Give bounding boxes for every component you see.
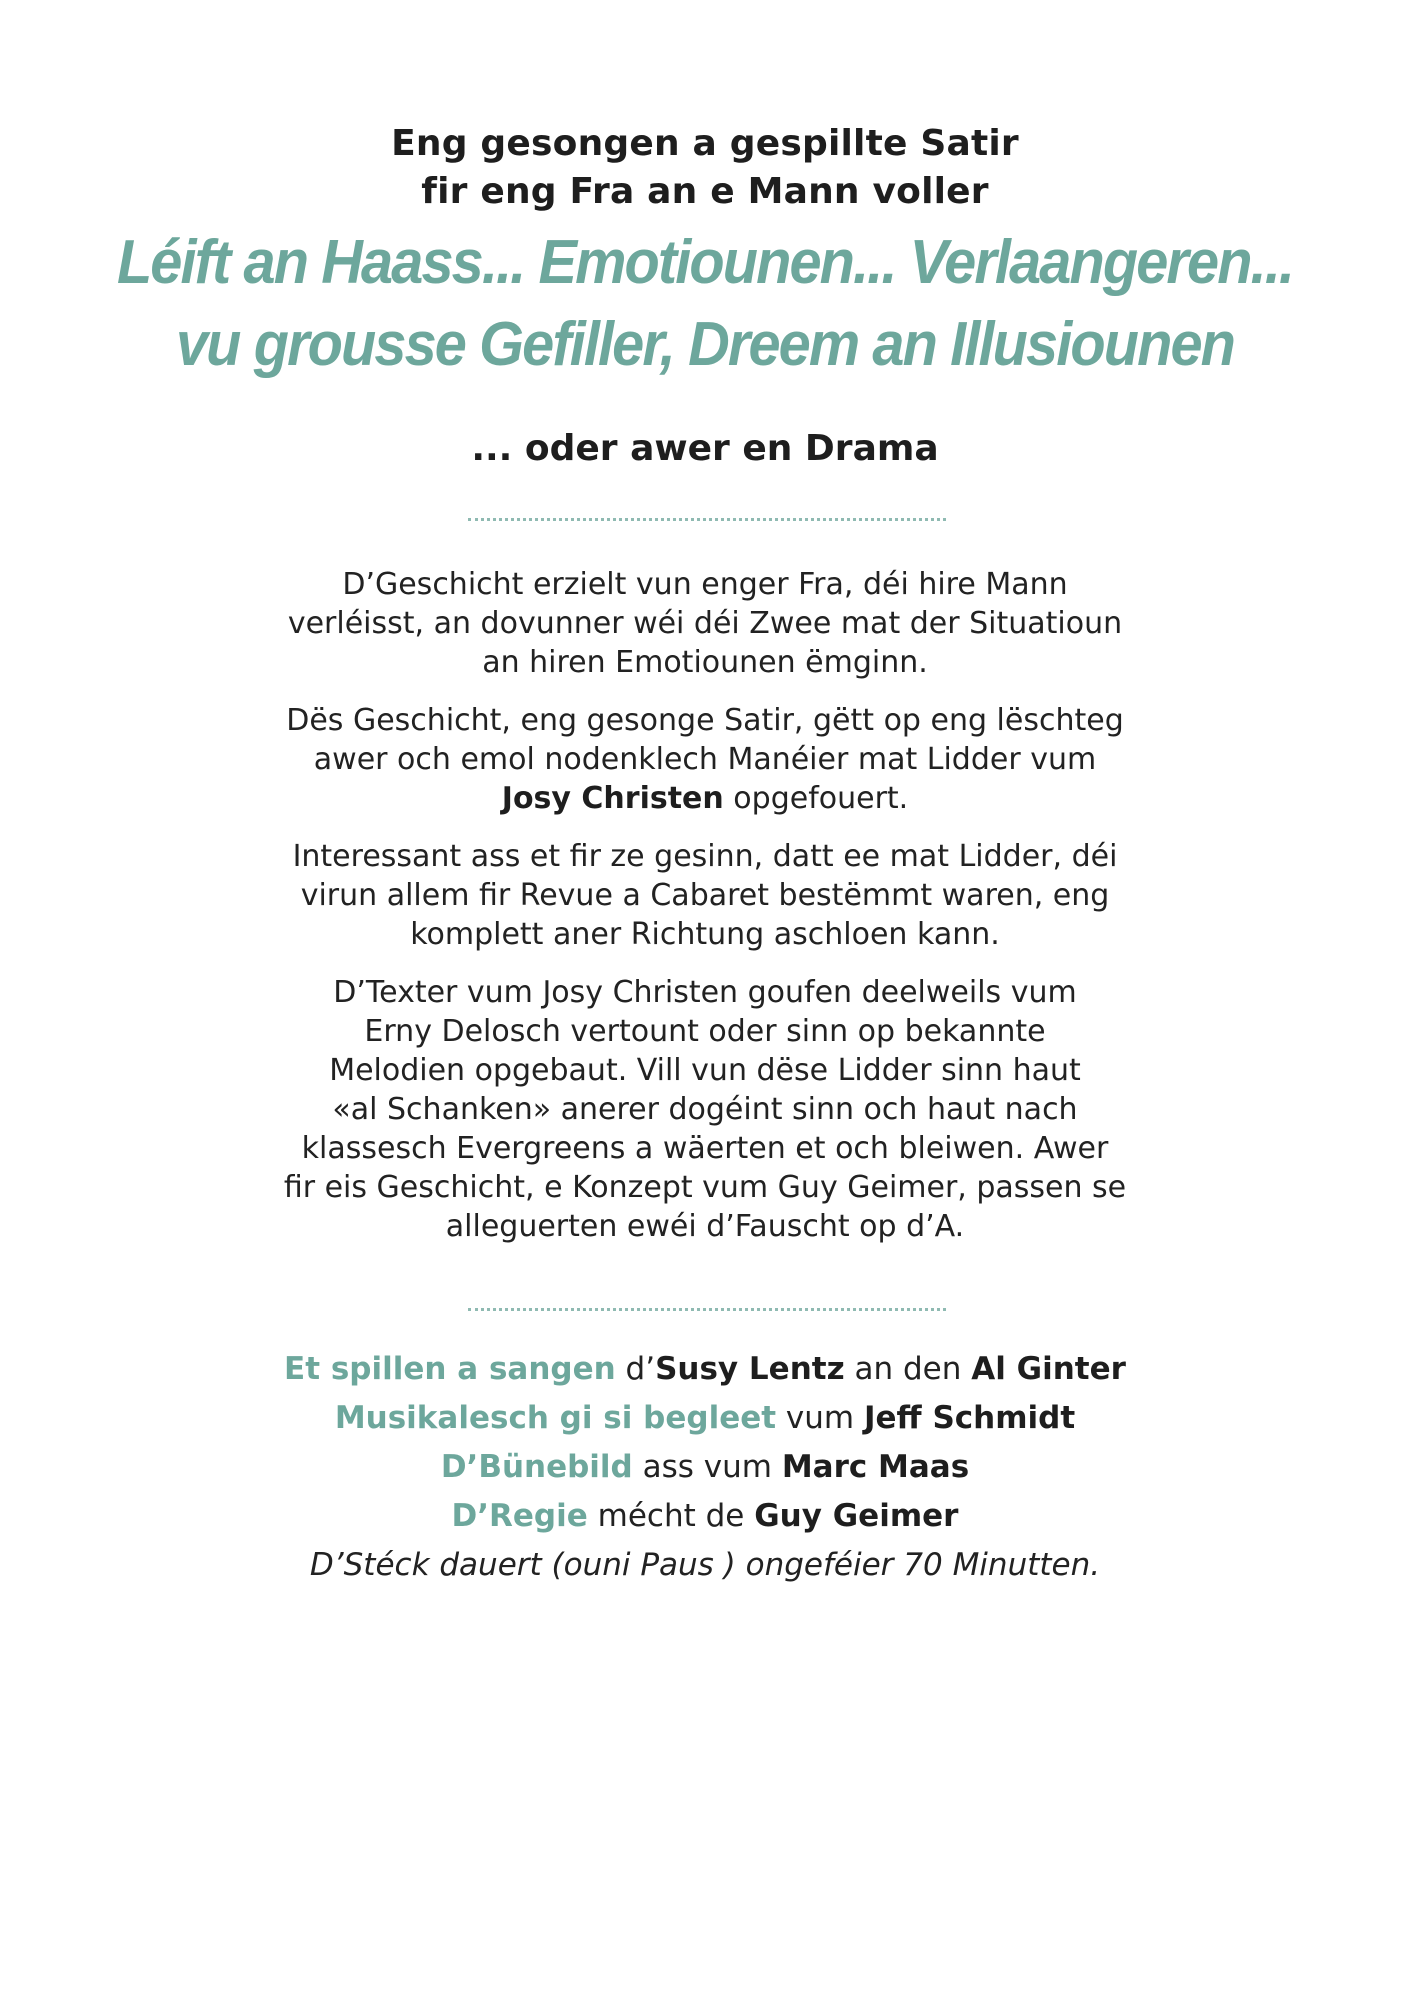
text-line: D’Geschicht erzielt vun enger Fra, déi hire Mann [342, 567, 1068, 602]
credits [0, 1345, 1410, 1590]
text-line: klassesch Evergreens a wäerten et och bleiwen. Awer [301, 1131, 1109, 1166]
credit-role: Musikalesch gi si begleet [334, 1400, 777, 1436]
credit-text: d’ [615, 1351, 656, 1387]
credit-name: Marc Maas [781, 1449, 970, 1485]
credit-role: D’Regie [451, 1498, 588, 1534]
text-line: Melodien opgebaut. Vill vun dëse Lidder sinn haut [329, 1053, 1081, 1088]
text-line: awer och emol nodenklech Manéier mat Lidder vum [313, 742, 1097, 777]
tagline: ... oder awer en Drama [471, 428, 939, 469]
credit-line [0, 1345, 1410, 1394]
credit-role: D’Bünebild [440, 1449, 633, 1485]
credit-name: Jeff Schmidt [863, 1400, 1076, 1436]
text-line: verléisst, an dovunner wéi déi Zwee mat der Situatioun [287, 606, 1123, 641]
story-text [240, 565, 1170, 1265]
subtitle [0, 120, 1410, 216]
headline-line: vu grousse Gefiller, Dreem an Illusiounen [175, 310, 1235, 379]
credit-text: mécht de [587, 1498, 755, 1534]
dotted-divider [468, 1308, 946, 1311]
credit-name: Al Ginter [971, 1351, 1126, 1387]
credit-line [0, 1492, 1410, 1541]
credit-name: Guy Geimer [754, 1498, 959, 1534]
story-paragraph [240, 837, 1170, 954]
text-line: virun allem fir Revue a Cabaret bestëmmt waren, eng [300, 878, 1110, 913]
credit-text: vum [776, 1400, 864, 1436]
text-line: Dës Geschicht, eng gesonge Satir, gëtt op eng lëschteg [286, 703, 1124, 738]
text-line: «al Schanken» anerer dogéint sinn och haut nach [332, 1092, 1078, 1127]
author-name: Josy Christen [501, 781, 724, 816]
credit-line [0, 1394, 1410, 1443]
headline-line: Léift an Haass... Emotiounen... Verlaangeren... [116, 228, 1294, 297]
story-paragraph [240, 973, 1170, 1246]
text-line: an hiren Emotiounen ëmginn. [482, 645, 928, 680]
credit-line [0, 1443, 1410, 1492]
credit-name: Susy Lentz [655, 1351, 845, 1387]
text-line: D’Texter vum Josy Christen goufen deelweils vum [333, 975, 1077, 1010]
subtitle-line: fir eng Fra an e Mann voller [421, 171, 989, 212]
text-line: fir eis Geschicht, e Konzept vum Guy Geimer, passen se [283, 1170, 1127, 1205]
text-line: Erny Delosch vertount oder sinn op bekannte [364, 1014, 1046, 1049]
text-line: alleguerten ewéi d’Fauscht op d’A. [445, 1209, 965, 1244]
story-paragraph [240, 701, 1170, 818]
text-line: Interessant ass et fir ze gesinn, datt ee mat Lidder, déi [292, 839, 1118, 874]
text-line: opgefouert. [723, 781, 909, 816]
headline [49, 222, 1360, 386]
story-paragraph [240, 565, 1170, 682]
subtitle-line: Eng gesongen a gespillte Satir [391, 123, 1019, 164]
credit-text: an den [844, 1351, 972, 1387]
text-line: komplett aner Richtung aschloen kann. [410, 917, 1000, 952]
credit-text: ass vum [632, 1449, 782, 1485]
dotted-divider [468, 518, 946, 521]
duration-note: D’Stéck dauert (ouni Paus ) ongeféier 70 Minutten. [309, 1547, 1101, 1583]
credit-role: Et spillen a sangen [284, 1351, 616, 1387]
